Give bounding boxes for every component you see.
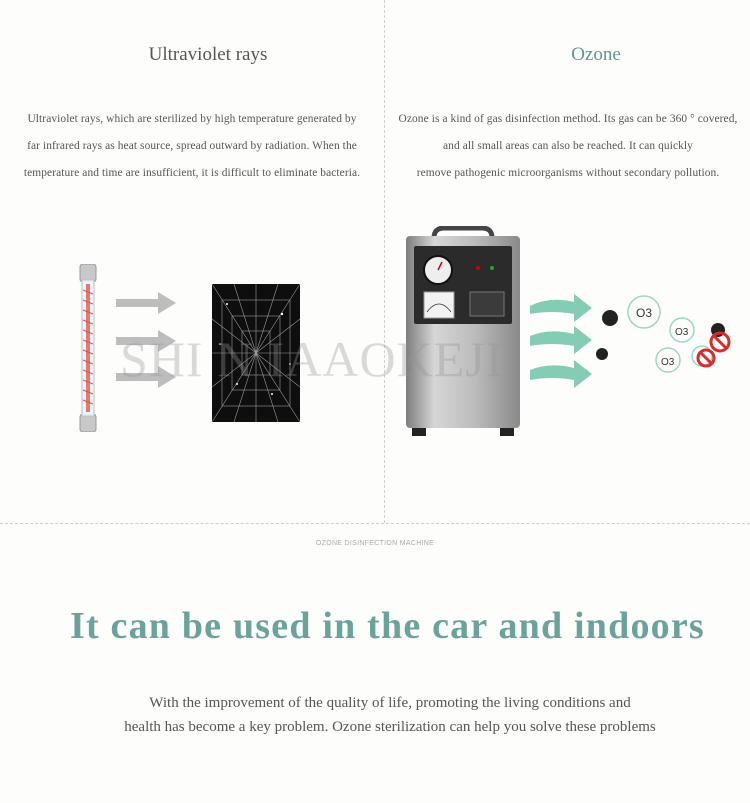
ozone-flow-arrows xyxy=(530,292,600,392)
headline: It can be used in the car and indoors xyxy=(70,605,705,647)
ozone-molecules-illustration xyxy=(596,284,746,384)
section-divider xyxy=(0,523,750,524)
body-line: With the improvement of the quality of life, promoting the living conditions and xyxy=(149,695,631,711)
ban-icon xyxy=(698,333,729,366)
ozone-molecule-label: O3 xyxy=(675,327,689,338)
ozone-line: remove pathogenic microorganisms without secondary pollution. xyxy=(416,167,720,179)
ozone-line: and all small areas can also be reached. It can quickly xyxy=(443,140,693,152)
column-divider xyxy=(384,0,385,523)
ozone-molecule-label: O3 xyxy=(636,306,653,320)
uv-line: temperature and time are insufficient, it is difficult to eliminate bacteria. xyxy=(23,167,361,179)
ozone-line: Ozone is a kind of gas disinfection method. Its gas can be 360 ° covered, xyxy=(398,113,738,125)
body-text xyxy=(60,691,720,739)
section-caption: OZONE DISINFECTION MACHINE xyxy=(315,540,435,547)
body-line: health has become a key problem. Ozone sterilization can help you solve these problems xyxy=(124,719,656,735)
uv-line: Ultraviolet rays, which are sterilized by high temperature generated by xyxy=(27,113,357,125)
ozone-molecule-label: O3 xyxy=(661,357,675,368)
watermark: SHI N IAAOKEJI xyxy=(120,331,504,387)
uv-lamp-tube-illustration xyxy=(77,264,99,432)
uv-description xyxy=(6,106,378,187)
uv-title: Ultraviolet rays xyxy=(148,44,268,65)
uv-line: far infrared rays as heat source, spread outward by radiation. When the xyxy=(27,140,357,152)
ozone-title: Ozone xyxy=(571,44,621,65)
ozone-description xyxy=(386,106,750,187)
gray-arrow-icon xyxy=(116,292,176,314)
